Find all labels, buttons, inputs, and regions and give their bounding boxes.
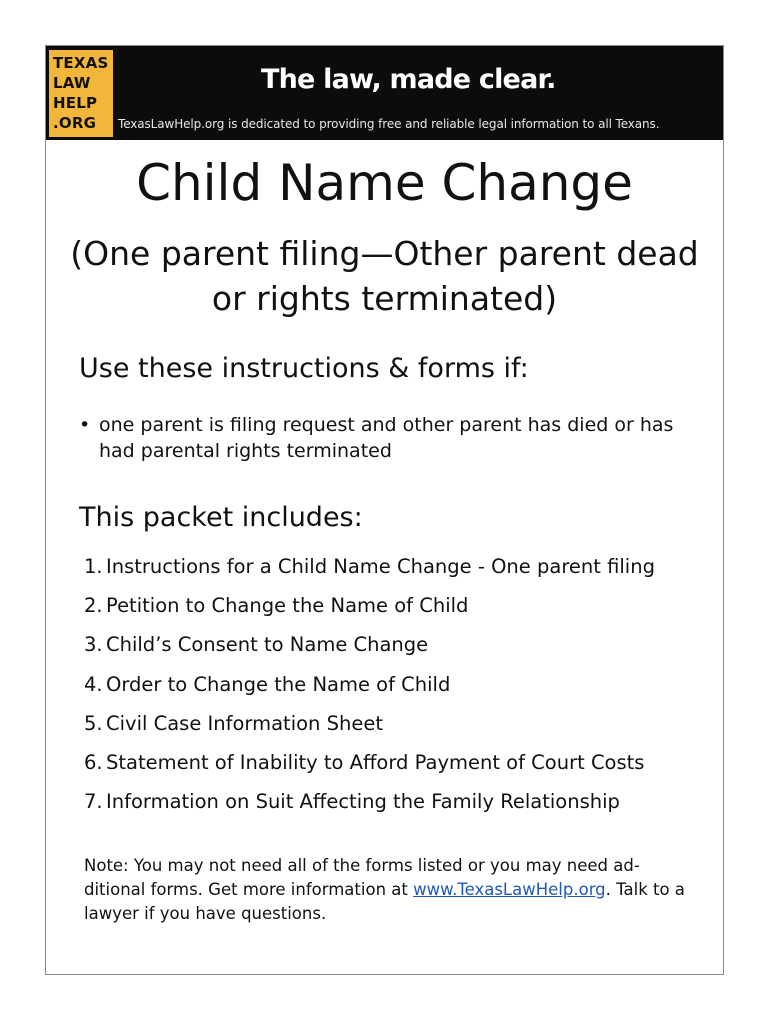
item-number: 2. (84, 594, 103, 618)
item-number: 5. (84, 711, 103, 735)
use-conditions-list (79, 412, 699, 464)
use-instructions-heading: Use these instructions & forms if: (79, 353, 529, 384)
subtitle-line-1: (One parent filing—Other parent dead (70, 234, 699, 273)
item-text: Information on Suit Affecting the Family Relationship (106, 790, 620, 814)
logo-line: LAW (53, 74, 91, 92)
document-page (45, 45, 724, 975)
list-item (84, 672, 704, 711)
page-subtitle (46, 231, 723, 321)
note-paragraph (84, 854, 704, 926)
list-item (84, 554, 704, 593)
bullet-icon: • (79, 414, 91, 436)
item-number: 7. (84, 790, 103, 814)
banner-subline: TexasLawHelp.org is dedicated to providing free and reliable legal information to all Texans. (118, 117, 660, 131)
logo-line: HELP (53, 94, 98, 112)
list-item (84, 593, 704, 632)
list-item (84, 632, 704, 671)
item-text: Order to Change the Name of Child (106, 672, 451, 696)
item-text: Petition to Change the Name of Child (106, 594, 469, 618)
banner-tagline: The law, made clear. (261, 64, 556, 95)
packet-items-list (84, 554, 704, 828)
item-number: 6. (84, 750, 103, 774)
texaslawhelp-logo (49, 50, 113, 137)
item-number: 3. (84, 633, 103, 657)
page-title: Child Name Change (136, 154, 633, 212)
subtitle-line-2: or rights terminated) (211, 279, 558, 318)
item-text: Instructions for a Child Name Change - One parent filing (106, 555, 655, 578)
item-text: Statement of Inability to Afford Payment of Court Costs (106, 750, 645, 774)
texaslawhelp-link[interactable]: www.TexasLawHelp.org (413, 880, 606, 899)
logo-line: .ORG (53, 114, 97, 132)
note-text: Note: You may not need all of the forms listed or you may need ad- ditional forms. Get more information at (84, 856, 640, 899)
note-text-end: . Talk to a lawyer if you have questions. (84, 880, 685, 923)
list-item (84, 789, 704, 828)
logo-line: TEXAS (53, 54, 109, 72)
list-item (79, 412, 699, 464)
texaslawhelp-banner (46, 46, 723, 140)
item-number: 4. (84, 672, 103, 696)
list-item (84, 750, 704, 789)
bullet-text: one parent is filing request and other parent has died or has had parental rights terminated (99, 414, 674, 462)
list-item (84, 711, 704, 750)
item-number: 1. (84, 555, 103, 578)
item-text: Civil Case Information Sheet (106, 711, 383, 735)
packet-includes-heading: This packet includes: (79, 502, 363, 533)
item-text: Child’s Consent to Name Change (106, 633, 429, 657)
